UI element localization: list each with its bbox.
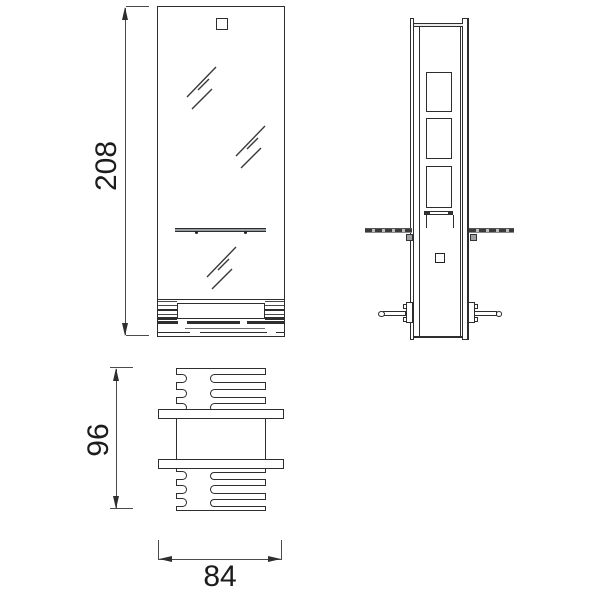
mirror-bottom-line [157,299,285,300]
side-bottom-line [413,336,463,338]
louvre-line [265,301,284,302]
dimension-width-label: 84 [203,560,237,593]
arrow-down-icon [122,323,128,336]
dimension-height-label: 208 [90,140,123,192]
dimension-depth [0,355,160,525]
footrest-tip [496,311,503,317]
base-lower-gap [267,332,276,334]
louvre-line [265,317,284,320]
base-lower-gap [190,332,200,334]
footrest-bracket-tab [474,304,478,309]
arrow-up-icon [113,368,119,381]
dimension-width [100,530,350,600]
dimension-line-vertical [125,8,126,335]
base-lower-line [158,332,285,334]
ledge-endcap [448,212,453,214]
footrest-tip [378,311,385,317]
plan-mid-line-left [176,419,177,459]
plan-slot [210,485,266,494]
footrest-bracket-tab [403,304,407,309]
louvre-line [158,305,177,306]
plan-lower-block [176,469,266,511]
plan-crossbar [158,459,284,469]
side-top-cap [414,23,463,28]
ledge-endcap [425,212,430,214]
extension-line-right [281,540,282,560]
side-body-line-right [460,26,461,337]
louvre-line [265,305,284,306]
glass-hatch-icon [234,123,268,169]
side-body-line-left [419,26,420,337]
louvre-line [158,314,177,315]
base-band-gap [178,321,187,324]
plan-slot [210,374,266,383]
louvre-line [265,314,284,315]
arrow-right-icon [268,556,281,562]
side-socket [435,253,445,263]
louvre-line [265,309,284,312]
side-rail-left [410,18,415,340]
louvre-line [158,301,177,302]
side-rail-right-innerline [467,18,468,340]
plan-tab [176,471,187,480]
plan-slot [210,499,266,508]
shelf-screw [244,231,248,235]
plan-crossbar [158,409,284,419]
side-view [350,0,600,350]
base-louvre-right [265,301,284,320]
plan-mid-line-right [265,419,266,459]
base-band [158,321,285,324]
plan-slot [210,472,266,481]
glass-hatch-icon [204,244,240,290]
shelf-screw [195,231,199,235]
footrest-bracket-tab [474,317,478,322]
footrest-right [467,300,507,325]
arrow-up-icon [122,7,128,20]
base-center-panel [177,303,265,319]
plan-tab [176,485,187,494]
plan-upper-block [176,368,266,409]
footrest-rod [383,311,406,316]
footrest-bracket [406,302,413,323]
louvre-line [158,309,177,312]
shelf-bracket [406,234,413,242]
base-thin-line [185,328,265,329]
side-shelf-right [469,228,514,233]
dimension-depth-label: 96 [82,423,115,457]
dimension-line-vertical [116,369,117,509]
base-band-gap [240,321,247,324]
arrow-down-icon [113,496,119,509]
base-louvre-left [158,301,177,320]
ledge-connector-line [453,215,454,228]
front-top-socket [216,18,228,30]
side-box-3 [426,166,453,208]
glass-hatch-icon [185,64,219,110]
dimension-height [0,0,160,350]
footrest-bracket-tab [403,317,407,322]
footrest-left [378,300,418,325]
side-box-2 [426,118,453,159]
arrow-left-icon [159,556,172,562]
louvre-line [158,317,177,320]
side-box-1 [426,72,453,113]
plan-tab [176,498,187,507]
plan-tab [176,374,187,383]
shelf-bracket [470,234,477,242]
side-ledge [424,211,453,215]
extension-tick-bottom [126,335,149,336]
side-shelf-left [365,228,412,233]
plan-slot [210,389,266,398]
ledge-connector-line [426,215,427,228]
plan-tab [176,389,187,398]
front-shelf [175,228,266,233]
footrest-rod [474,311,497,316]
extension-tick-top [126,6,149,7]
